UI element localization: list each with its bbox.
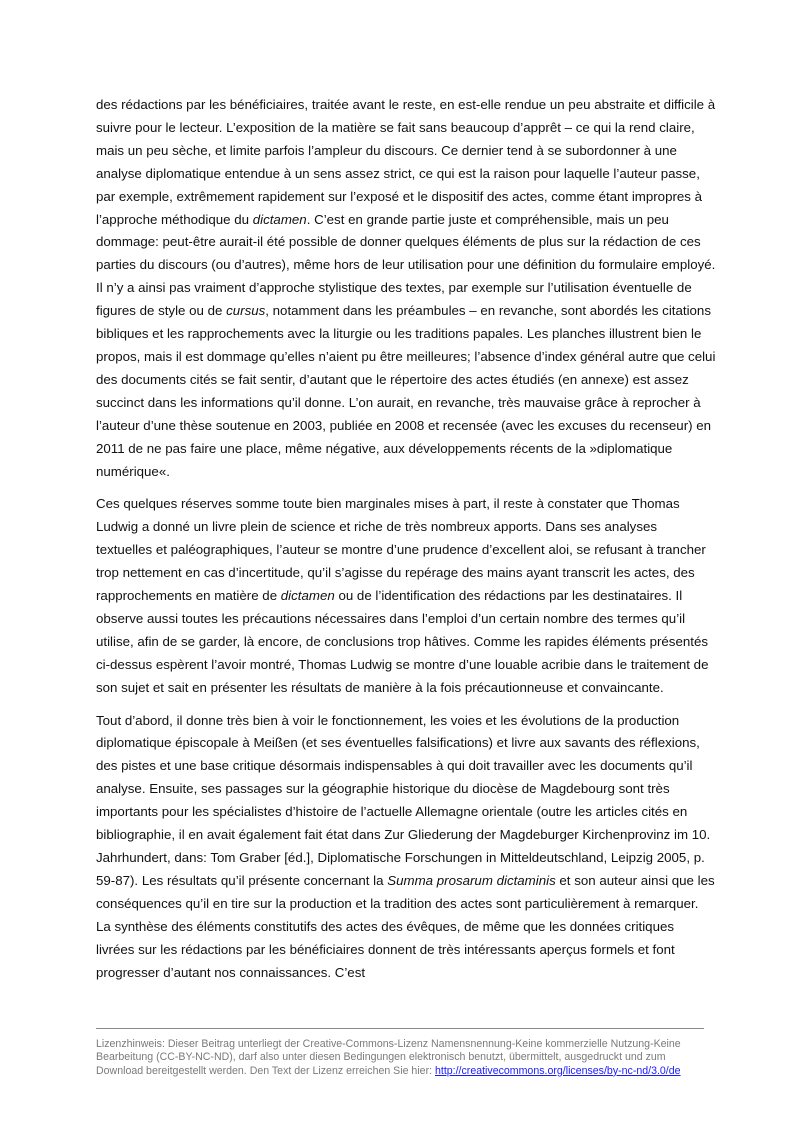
text-run: et son auteur ainsi que les conséquences qu’il en tire sur la production et la tradition des actes sont particulièrement à remarquer. La synthèse des éléments constitutifs des actes des évêques, de même que les données critiques livrées sur les rédactions par les bénéficiaires donnent de très intéressants aperçus formels et font progresser d’autant nos connaissances. C’est [96, 872, 715, 980]
text-run: . C’est en grande partie juste et compréhensible, mais un peu dommage: peut-être aurait-il été possible de donner quelques éléments de plus sur la rédaction de ces parties du discours (ou d’autres), même hors de leur utilisation pour une définition du formulaire employé. Il n’y a ainsi pas vraiment d’approche stylistique des textes, par exemple sur l’utilisation éventuelle de figures de style ou de [96, 211, 716, 319]
paragraph [96, 493, 716, 699]
license-notice: Lizenzhinweis: Dieser Beitrag unterliegt der Creative-Commons-Lizenz Namensnennung-Keine kommerzielle Nutzung-Keine Bearbeitung (CC-BY-NC-ND), darf also unter diesen Bedingungen elektronisch benutzt, übermittelt, ausgedruckt und zum Download bereitgestellt werden. Den Text der Lizenz erreichen Sie hier: [96, 1038, 681, 1077]
text-run: ou de l’identification des rédactions par les destinataires. Il observe aussi toutes les précautions nécessaires dans l’emploi d’un certain nombre des termes qu’il utilise, afin de se garder, là encore, de conclusions trop hâtives. Comme les rapides éléments présentés ci-dessus espèrent l’avoir montré, Thomas Ludwig se montre d’une louable acribie dans le traitement de son sujet et sait en présenter les résultats de manière à la fois précautionneuse et convaincante. [96, 588, 709, 695]
text-run: Tout d’abord, il donne très bien à voir le fonctionnement, les voies et les évolutions de la production diplomatique épiscopale à Meißen (et ses éventuelles falsifications) et livre aux savants des réflexions, des pistes et une base critique désormais indispensables à qui doit travailler avec les documents qu’il analyse. Ensuite, ses passages sur la géographie historique du diocèse de Magdebourg sont très importants pour les spécialistes d’histoire de l’actuelle Allemagne orientale (outre les articles cités en bibliographie, il en avait également fait état dans Zur Gliederung der Magdeburger Kirchenprovinz im 10. Jahrhundert, dans: Tom Graber [éd.], Diplomatische Forschungen in Mitteldeutschland, Leipzig 2005, p. 59-87). Les résultats qu’il présente concernant la [96, 712, 711, 888]
footer-divider [96, 1028, 704, 1029]
license-footer [96, 1038, 711, 1078]
text-run: Ces quelques réserves somme toute bien marginales mises à part, il reste à constater que Thomas Ludwig a donné un livre plein de science et riche de très nombreux apports. Dans ses analyses textuelles et paléographiques, l’auteur se montre d’une prudence d’excellent aloi, se refusant à trancher trop nettement en cas d’incertitude, qu’il s’agisse du repérage des mains ayant transcrit les actes, des rapprochements en matière de [96, 496, 706, 604]
text-run: des rédactions par les bénéficiaires, traitée avant le reste, en est-elle rendue un peu abstraite et difficile à suivre pour le lecteur. L’exposition de la matière se fait sans beaucoup d’apprêt – ce qui la rend claire, mais un peu sèche, et limite parfois l’ampleur du discours. Ce dernier tend à se subordonner à une analyse diplomatique entendue à un sens assez strict, ce qui est la raison pour laquelle l’auteur passe, par exemple, extrêmement rapidement sur l’exposé et le dispositif des actes, comme étant impropres à l’approche méthodique du [96, 97, 716, 227]
italic-term: dictamen [280, 588, 335, 604]
body-text [96, 94, 716, 994]
italic-term: cursus [226, 303, 266, 319]
italic-term: Summa prosarum dictaminis [387, 872, 556, 888]
paragraph [96, 710, 716, 985]
italic-term: dictamen [252, 211, 307, 227]
license-link[interactable]: http://creativecommons.org/licenses/by-nc-nd/3.0/de [435, 1064, 681, 1077]
text-run: , notamment dans les préambules – en revanche, sont abordés les citations bibliques et les rapprochements avec la liturgie ou les traditions papales. Les planches illustrent bien le propos, mais il est dommage qu’elles n’aient pu être meilleures; l’absence d’index général autre que celui des documents cités se fait sentir, d’autant que le répertoire des actes étudiés (en annexe) est assez succinct dans les informations qu’il donne. L’on aurait, en revanche, très mauvaise grâce à reprocher à l’auteur d’une thèse soutenue en 2003, publiée en 2008 et recensée (avec les excuses du recenseur) en 2011 de ne pas faire une place, même négative, aux développements récents de la »diplomatique numérique«. [96, 303, 716, 479]
paragraph [96, 94, 716, 483]
